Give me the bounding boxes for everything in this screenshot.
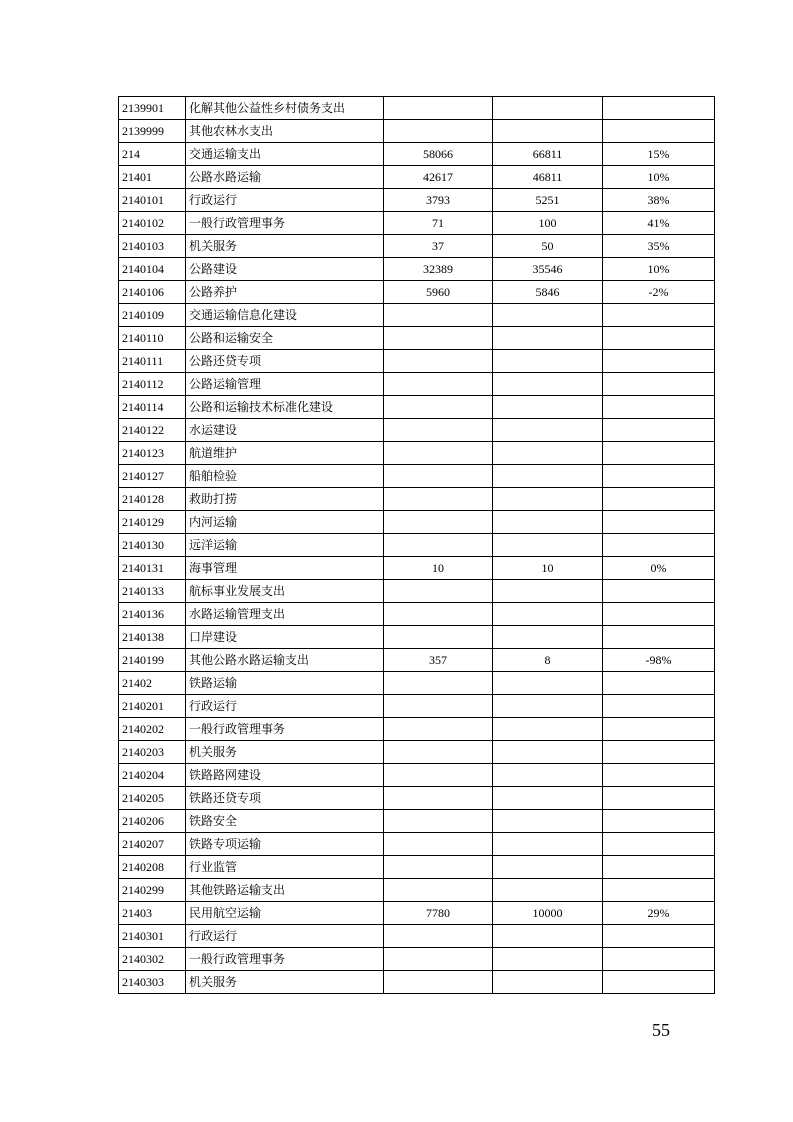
name-cell: 铁路安全 [186,810,384,833]
code-cell: 2140199 [119,649,186,672]
name-cell: 航道维护 [186,442,384,465]
v1-cell [384,672,493,695]
code-cell: 2140303 [119,971,186,994]
v2-cell [493,580,603,603]
name-cell: 行政运行 [186,695,384,718]
table-row [119,787,715,810]
name-cell: 公路运输管理 [186,373,384,396]
table-row [119,327,715,350]
v1-cell [384,603,493,626]
code-cell: 2140110 [119,327,186,350]
v1-cell [384,488,493,511]
pct-cell [603,626,715,649]
v2-cell [493,741,603,764]
pct-cell: 38% [603,189,715,212]
name-cell: 交通运输支出 [186,143,384,166]
v2-cell: 5846 [493,281,603,304]
v1-cell: 5960 [384,281,493,304]
budget-table-body [119,97,715,994]
v1-cell [384,534,493,557]
pct-cell [603,948,715,971]
v2-cell [493,373,603,396]
code-cell: 2140203 [119,741,186,764]
v2-cell: 66811 [493,143,603,166]
table-row [119,511,715,534]
v1-cell: 71 [384,212,493,235]
pct-cell [603,672,715,695]
table-row [119,626,715,649]
v2-cell [493,695,603,718]
v2-cell: 35546 [493,258,603,281]
v2-cell: 46811 [493,166,603,189]
v2-cell: 5251 [493,189,603,212]
v2-cell [493,626,603,649]
table-row [119,649,715,672]
v2-cell [493,810,603,833]
table-row [119,396,715,419]
pct-cell [603,695,715,718]
v2-cell [493,672,603,695]
name-cell: 公路养护 [186,281,384,304]
v1-cell: 37 [384,235,493,258]
pct-cell [603,396,715,419]
code-cell: 214 [119,143,186,166]
page-number: 55 [652,1020,670,1040]
v1-cell: 7780 [384,902,493,925]
code-cell: 21403 [119,902,186,925]
v1-cell [384,741,493,764]
name-cell: 远洋运输 [186,534,384,557]
v1-cell [384,764,493,787]
table-row [119,741,715,764]
name-cell: 铁路运输 [186,672,384,695]
table-row [119,488,715,511]
v2-cell: 50 [493,235,603,258]
v2-cell [493,465,603,488]
table-row [119,534,715,557]
name-cell: 民用航空运输 [186,902,384,925]
v1-cell [384,304,493,327]
v2-cell [493,833,603,856]
pct-cell [603,373,715,396]
code-cell: 2140138 [119,626,186,649]
pct-cell [603,534,715,557]
v1-cell: 357 [384,649,493,672]
v1-cell: 3793 [384,189,493,212]
v1-cell [384,810,493,833]
code-cell: 2140299 [119,879,186,902]
v2-cell [493,120,603,143]
v1-cell [384,833,493,856]
code-cell: 2140112 [119,373,186,396]
code-cell: 2140103 [119,235,186,258]
code-cell: 2140111 [119,350,186,373]
v1-cell [384,718,493,741]
table-row [119,603,715,626]
pct-cell: 10% [603,166,715,189]
v1-cell [384,120,493,143]
pct-cell [603,511,715,534]
code-cell: 2140114 [119,396,186,419]
pct-cell [603,327,715,350]
pct-cell [603,488,715,511]
code-cell: 2139999 [119,120,186,143]
v1-cell [384,396,493,419]
name-cell: 船舶检验 [186,465,384,488]
table-row [119,258,715,281]
name-cell: 铁路还贷专项 [186,787,384,810]
pct-cell [603,350,715,373]
v1-cell [384,879,493,902]
v1-cell [384,327,493,350]
table-row [119,833,715,856]
v2-cell [493,787,603,810]
code-cell: 2140102 [119,212,186,235]
v1-cell [384,856,493,879]
name-cell: 内河运输 [186,511,384,534]
name-cell: 其他公路水路运输支出 [186,649,384,672]
code-cell: 2140129 [119,511,186,534]
code-cell: 2140136 [119,603,186,626]
v2-cell [493,97,603,120]
v2-cell [493,948,603,971]
code-cell: 2140127 [119,465,186,488]
v2-cell: 10 [493,557,603,580]
pct-cell: 0% [603,557,715,580]
name-cell: 机关服务 [186,971,384,994]
name-cell: 海事管理 [186,557,384,580]
v1-cell [384,787,493,810]
pct-cell [603,741,715,764]
pct-cell [603,787,715,810]
v1-cell: 32389 [384,258,493,281]
table-row [119,925,715,948]
v2-cell [493,488,603,511]
v2-cell [493,534,603,557]
pct-cell [603,465,715,488]
pct-cell: 15% [603,143,715,166]
code-cell: 2140104 [119,258,186,281]
code-cell: 2140204 [119,764,186,787]
code-cell: 2140106 [119,281,186,304]
v2-cell [493,603,603,626]
v2-cell [493,718,603,741]
pct-cell: -98% [603,649,715,672]
name-cell: 铁路路网建设 [186,764,384,787]
v2-cell [493,350,603,373]
code-cell: 2140130 [119,534,186,557]
pct-cell: 29% [603,902,715,925]
pct-cell [603,419,715,442]
table-row [119,350,715,373]
code-cell: 2140206 [119,810,186,833]
v2-cell: 10000 [493,902,603,925]
v1-cell [384,350,493,373]
v2-cell: 8 [493,649,603,672]
v1-cell [384,948,493,971]
table-row [119,97,715,120]
budget-table [118,96,715,994]
v2-cell [493,396,603,419]
v2-cell [493,856,603,879]
v1-cell: 10 [384,557,493,580]
code-cell: 2139901 [119,97,186,120]
table-row [119,442,715,465]
pct-cell [603,925,715,948]
code-cell: 2140205 [119,787,186,810]
code-cell: 2140123 [119,442,186,465]
table-row [119,304,715,327]
pct-cell [603,97,715,120]
pct-cell [603,856,715,879]
v1-cell [384,695,493,718]
table-row [119,143,715,166]
v1-cell: 42617 [384,166,493,189]
pct-cell [603,971,715,994]
name-cell: 公路建设 [186,258,384,281]
table-row [119,695,715,718]
name-cell: 航标事业发展支出 [186,580,384,603]
name-cell: 行政运行 [186,925,384,948]
v1-cell [384,580,493,603]
code-cell: 21401 [119,166,186,189]
v1-cell [384,419,493,442]
v1-cell: 58066 [384,143,493,166]
v2-cell [493,442,603,465]
pct-cell: 10% [603,258,715,281]
v1-cell [384,971,493,994]
table-row [119,810,715,833]
code-cell: 2140208 [119,856,186,879]
code-cell: 2140133 [119,580,186,603]
pct-cell [603,718,715,741]
name-cell: 交通运输信息化建设 [186,304,384,327]
table-row [119,672,715,695]
name-cell: 公路还贷专项 [186,350,384,373]
name-cell: 一般行政管理事务 [186,718,384,741]
table-row [119,971,715,994]
v2-cell [493,419,603,442]
pct-cell: 35% [603,235,715,258]
table-row [119,764,715,787]
pct-cell [603,580,715,603]
name-cell: 一般行政管理事务 [186,948,384,971]
v1-cell [384,626,493,649]
table-row [119,879,715,902]
table-row [119,718,715,741]
name-cell: 一般行政管理事务 [186,212,384,235]
table-row [119,580,715,603]
name-cell: 机关服务 [186,741,384,764]
table-row [119,419,715,442]
table-row [119,948,715,971]
v2-cell [493,971,603,994]
v1-cell [384,373,493,396]
name-cell: 铁路专项运输 [186,833,384,856]
name-cell: 行政运行 [186,189,384,212]
v2-cell [493,304,603,327]
table-row [119,902,715,925]
code-cell: 2140109 [119,304,186,327]
pct-cell [603,879,715,902]
code-cell: 2140131 [119,557,186,580]
v1-cell [384,465,493,488]
code-cell: 2140122 [119,419,186,442]
name-cell: 其他农林水支出 [186,120,384,143]
table-row [119,235,715,258]
v1-cell [384,925,493,948]
name-cell: 化解其他公益性乡村债务支出 [186,97,384,120]
pct-cell: 41% [603,212,715,235]
code-cell: 21402 [119,672,186,695]
name-cell: 水运建设 [186,419,384,442]
table-row [119,373,715,396]
table-row [119,166,715,189]
table-row [119,465,715,488]
pct-cell: -2% [603,281,715,304]
v2-cell [493,511,603,534]
code-cell: 2140207 [119,833,186,856]
table-row [119,120,715,143]
table-row [119,212,715,235]
table-row [119,281,715,304]
table-row [119,557,715,580]
table-row [119,856,715,879]
v2-cell [493,925,603,948]
pct-cell [603,304,715,327]
code-cell: 2140201 [119,695,186,718]
pct-cell [603,810,715,833]
v2-cell [493,879,603,902]
v1-cell [384,511,493,534]
name-cell: 其他铁路运输支出 [186,879,384,902]
code-cell: 2140202 [119,718,186,741]
pct-cell [603,764,715,787]
name-cell: 行业监管 [186,856,384,879]
code-cell: 2140302 [119,948,186,971]
pct-cell [603,442,715,465]
v2-cell [493,327,603,350]
name-cell: 机关服务 [186,235,384,258]
v2-cell [493,764,603,787]
v1-cell [384,442,493,465]
v2-cell: 100 [493,212,603,235]
name-cell: 公路和运输技术标准化建设 [186,396,384,419]
code-cell: 2140128 [119,488,186,511]
name-cell: 救助打捞 [186,488,384,511]
pct-cell [603,833,715,856]
code-cell: 2140301 [119,925,186,948]
pct-cell [603,120,715,143]
pct-cell [603,603,715,626]
table-row [119,189,715,212]
v1-cell [384,97,493,120]
name-cell: 口岸建设 [186,626,384,649]
name-cell: 公路水路运输 [186,166,384,189]
name-cell: 水路运输管理支出 [186,603,384,626]
name-cell: 公路和运输安全 [186,327,384,350]
code-cell: 2140101 [119,189,186,212]
